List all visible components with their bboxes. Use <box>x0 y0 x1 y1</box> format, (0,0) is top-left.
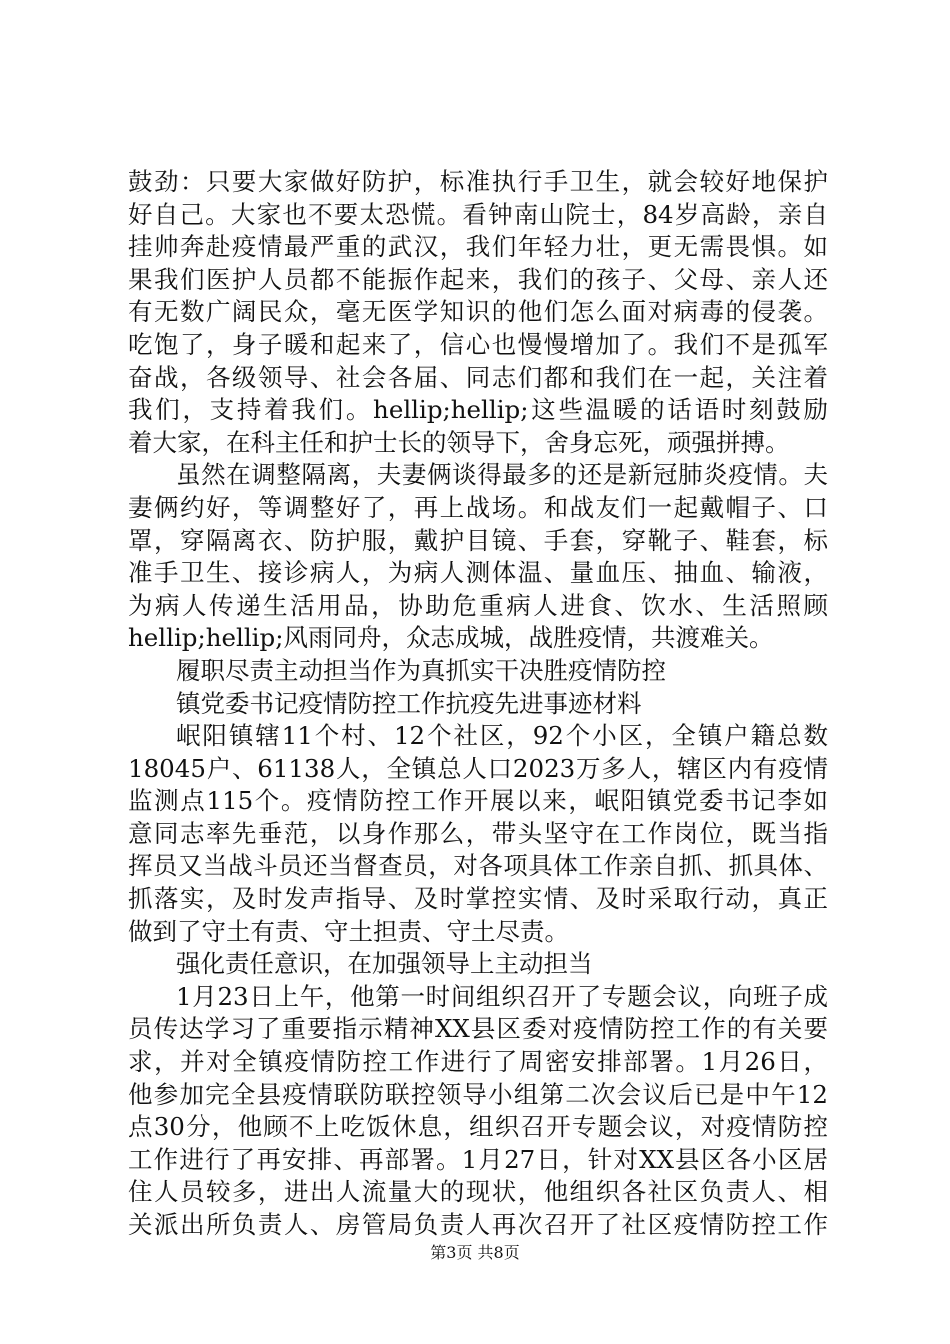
document-body <box>128 166 828 1242</box>
text-line: 我们，支持着我们。hellip;hellip;这些温暖的话语时刻鼓励 <box>128 395 828 425</box>
text-line: 果我们医护人员都不能振作起来，我们的孩子、父母、亲人还 <box>128 264 828 294</box>
section-heading: 履职尽责主动担当作为真抓实干决胜疫情防控 <box>176 655 666 685</box>
text-line: 他参加完全县疫情联防联控领导小组第二次会议后已是中午12 <box>128 1079 828 1109</box>
text-line: hellip;hellip;风雨同舟，众志成城，战胜疫情，共渡难关。 <box>128 623 774 653</box>
text-line: 为病人传递生活用品，协助危重病人进食、饮水、生活照顾 <box>128 590 828 620</box>
text-line: 罩，穿隔离衣、防护服，戴护目镜、手套，穿靴子、鞋套，标 <box>128 525 828 555</box>
text-line: 妻俩约好，等调整好了，再上战场。和战友们一起戴帽子、口 <box>128 492 828 522</box>
text-line: 点30分，他顾不上吃饭休息，组织召开专题会议，对疫情防控 <box>128 1112 828 1142</box>
text-line: 鼓劲：只要大家做好防护，标准执行手卫生，就会较好地保护 <box>128 167 828 196</box>
text-line: 1月23日上午，他第一时间组织召开了专题会议，向班子成 <box>176 981 828 1011</box>
text-line: 工作进行了再安排、再部署。1月27日，针对XX县区各小区居 <box>128 1144 828 1174</box>
text-line: 吃饱了，身子暖和起来了，信心也慢慢增加了。我们不是孤军 <box>128 329 828 359</box>
section-heading: 镇党委书记疫情防控工作抗疫先进事迹材料 <box>176 688 642 718</box>
page-number-footer: 第3页 共8页 <box>430 1243 520 1262</box>
text-line: 18045户、61138人，全镇总人口2023万多人，辖区内有疫情 <box>128 753 828 783</box>
text-line: 住人员较多，进出人流量大的现状，他组织各社区负责人、相 <box>128 1177 828 1207</box>
text-line: 准手卫生、接诊病人，为病人测体温、量血压、抽血、输液， <box>128 558 828 588</box>
text-line: 意同志率先垂范，以身作那么，带头坚守在工作岗位，既当指 <box>128 818 828 848</box>
text-line: 挂帅奔赴疫情最严重的武汉，我们年轻力壮，更无需畏惧。如 <box>128 232 828 262</box>
text-line: 奋战，各级领导、社会各届、同志们都和我们在一起，关注着 <box>128 362 828 392</box>
text-line: 岷阳镇辖11个村、12个社区，92个小区，全镇户籍总数 <box>176 721 828 751</box>
text-line: 监测点115个。疫情防控工作开展以来，岷阳镇党委书记李如 <box>128 786 828 816</box>
section-heading: 强化责任意识，在加强领导上主动担当 <box>176 949 593 979</box>
text-line: 虽然在调整隔离，夫妻俩谈得最多的还是新冠肺炎疫情。夫 <box>176 460 828 490</box>
text-line: 着大家，在科主任和护士长的领导下，舍身忘死，顽强拼搏。 <box>128 427 790 457</box>
text-line: 做到了守土有责、守土担责、守土尽责。 <box>128 916 569 946</box>
text-line: 关派出所负责人、房管局负责人再次召开了社区疫情防控工作 <box>128 1210 828 1239</box>
text-line: 抓落实，及时发声指导、及时掌控实情、及时采取行动，真正 <box>128 884 828 914</box>
text-line: 员传达学习了重要指示精神XX县区委对疫情防控工作的有关要 <box>128 1014 828 1044</box>
text-line: 有无数广阔民众，毫无医学知识的他们怎么面对病毒的侵袭。 <box>128 297 828 327</box>
text-line: 挥员又当战斗员还当督查员，对各项具体工作亲自抓、抓具体、 <box>128 851 828 881</box>
text-line: 求，并对全镇疫情防控工作进行了周密安排部署。1月26日， <box>128 1047 828 1077</box>
text-line: 好自己。大家也不要太恐慌。看钟南山院士，84岁高龄，亲自 <box>128 199 828 229</box>
